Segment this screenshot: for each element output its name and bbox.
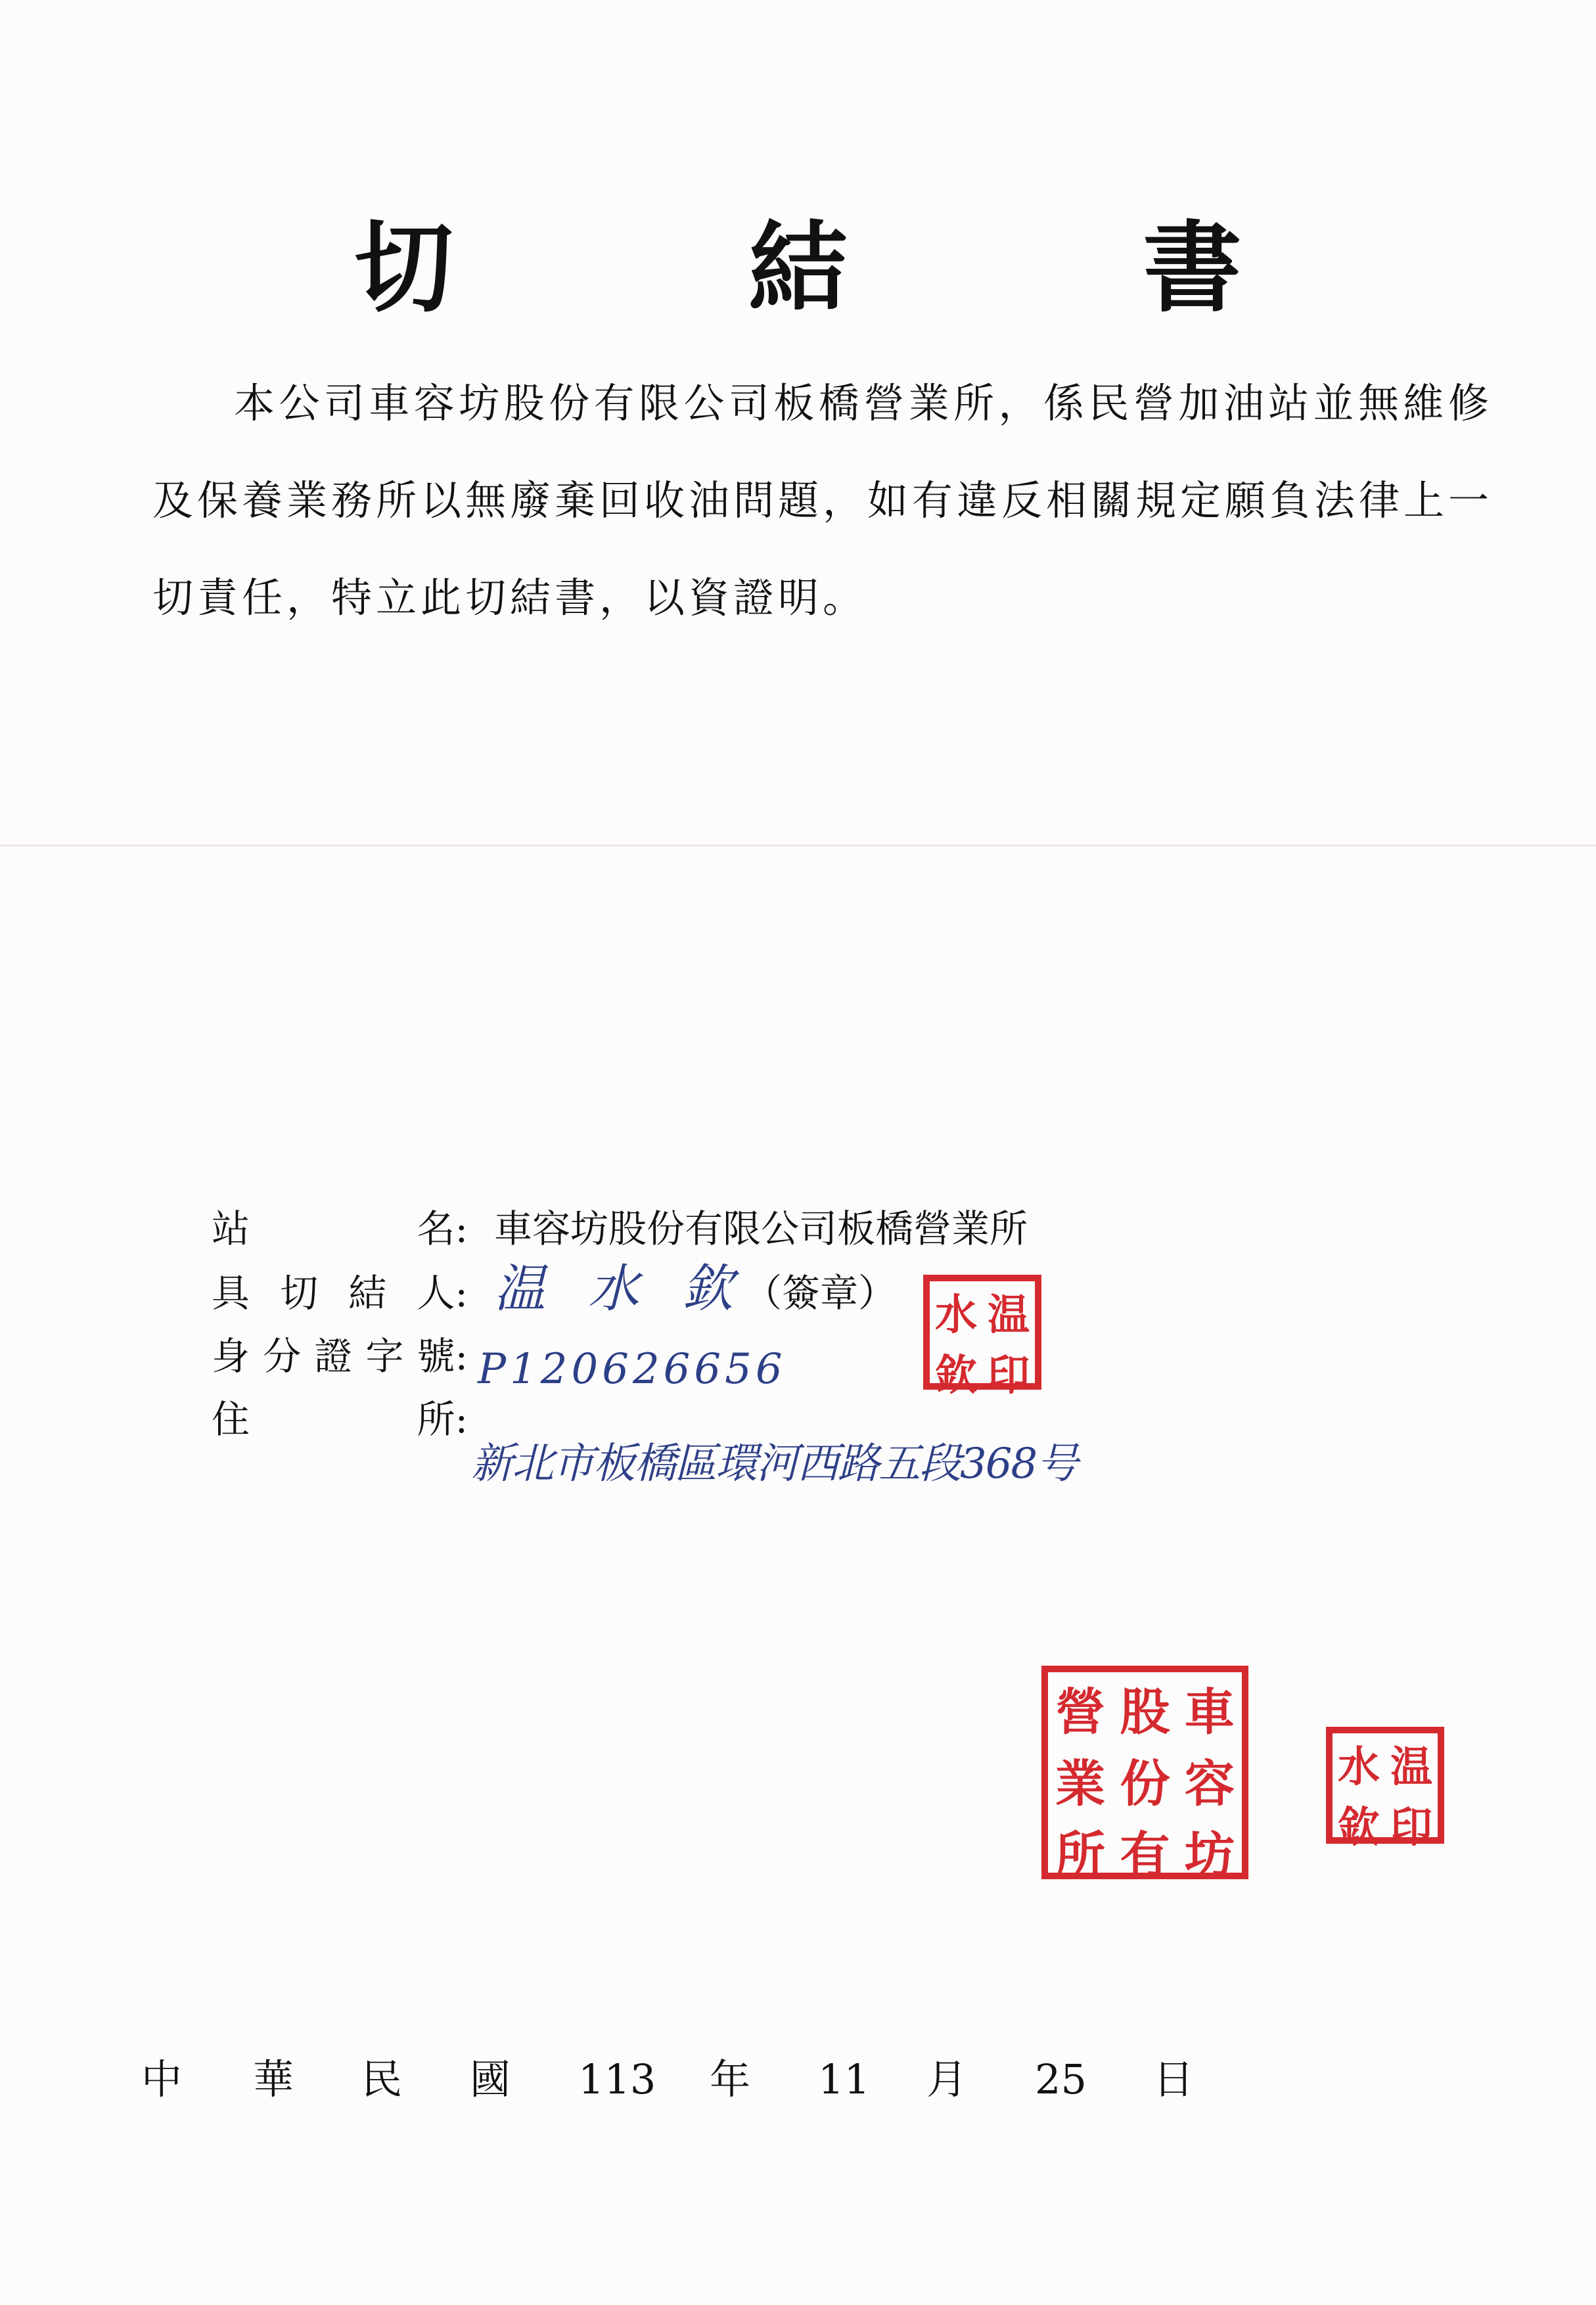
date-day: 25: [1035, 2055, 1087, 2103]
date-prefix-char: 民: [361, 2055, 403, 2103]
declarant-signature: 温 水 欽: [494, 1260, 746, 1319]
company-seal-stamp: 營 股 車 業 份 容 所 有 坊: [1041, 1666, 1248, 1879]
date-month: 11: [818, 2055, 870, 2103]
date-day-unit: 日: [1153, 2055, 1195, 2103]
declarant-label: 具 切 結 人:: [212, 1271, 468, 1315]
document-title: 切 結 書: [354, 210, 1340, 326]
station-name-value: 車容坊股份有限公司板橋營業所: [494, 1206, 1028, 1251]
signature-suffix: （簽章）: [744, 1271, 897, 1315]
address-label: 住 所:: [212, 1397, 468, 1442]
date-year-unit: 年: [710, 2055, 751, 2103]
station-name-label: 站 名:: [212, 1206, 468, 1251]
id-number-label: 身 分 證 字 號:: [212, 1334, 468, 1379]
personal-seal-stamp: 水 温 欽 印: [923, 1275, 1041, 1390]
paper-fold-line: [0, 844, 1596, 846]
date-prefix-char: 中: [141, 2055, 183, 2103]
address-handwritten: 新北市板橋區環河西路五段368号: [471, 1440, 1078, 1488]
date-year: 113: [578, 2055, 656, 2103]
date-prefix-char: 國: [470, 2055, 511, 2103]
personal-seal-stamp-bottom: 水 温 欽 印: [1326, 1727, 1444, 1844]
id-number-handwritten: P120626656: [478, 1345, 787, 1394]
date-prefix-char: 華: [253, 2055, 294, 2103]
date-month-unit: 月: [926, 2055, 968, 2103]
declaration-paragraph: 本公司車容坊股份有限公司板橋營業所，係民營加油站並無維修及保養業務所以無廢棄回收油問題，如有違反相關規定願負法律上一切責任，特立此切結書，以資證明。: [152, 379, 1493, 622]
